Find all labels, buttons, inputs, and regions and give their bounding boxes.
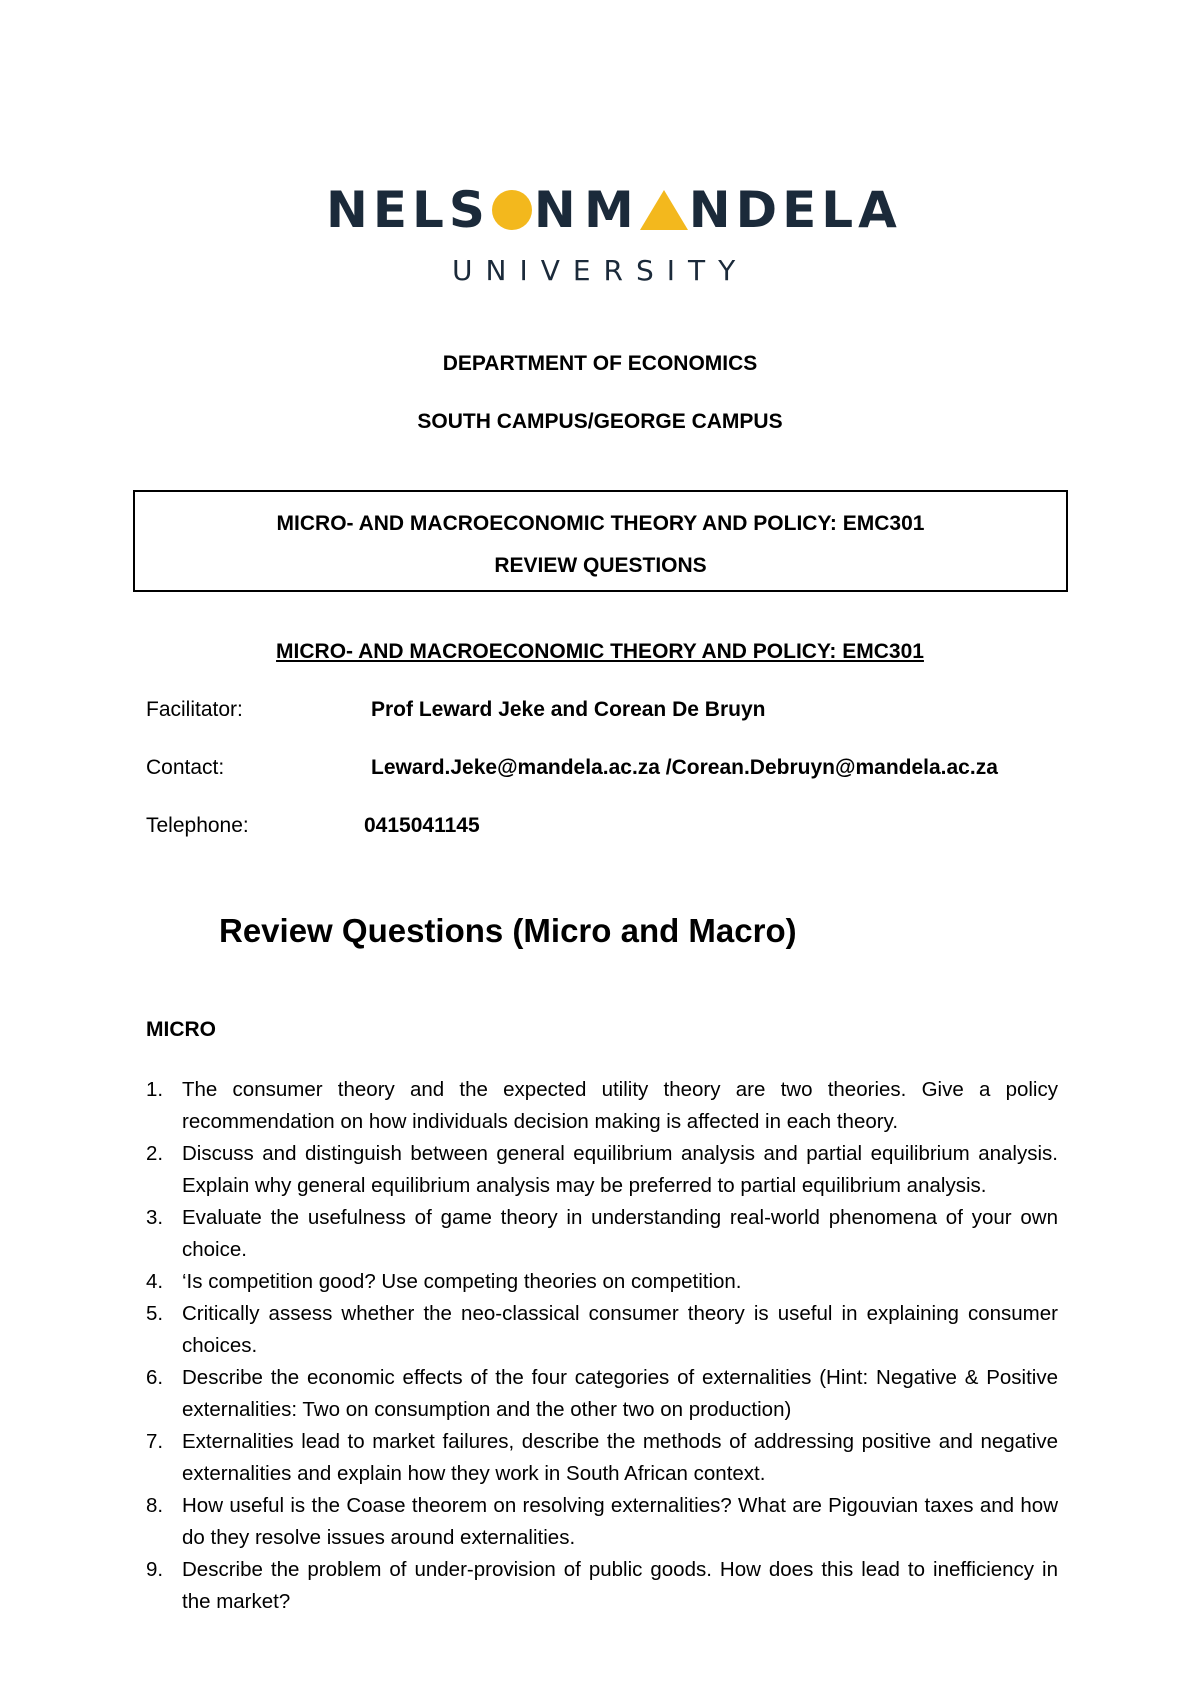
logo-subline: UNIVERSITY [452,254,749,287]
logo-text-ndela: NDELA [688,181,902,239]
question-number: 5. [146,1302,164,1325]
telephone-value: 0415041145 [364,814,480,837]
question-item [146,1074,1058,1138]
department-title: DEPARTMENT OF ECONOMICS [442,352,758,375]
telephone-label: Telephone: [146,814,249,837]
logo-word-nelson [326,180,581,240]
question-item [146,1362,1058,1426]
contact-value: Leward.Jeke@mandela.ac.za /Corean.Debruyn@mandela.ac.za [371,756,998,779]
question-number: 1. [146,1078,164,1101]
question-number: 4. [146,1270,164,1293]
question-text: Describe the problem of under-provision of public goods. How does this lead to inefficiency in the market? [182,1558,1058,1613]
question-number: 8. [146,1494,164,1517]
question-item [146,1554,1058,1618]
title-box-course: MICRO- AND MACROECONOMIC THEORY AND POLICY: EMC301 [276,512,925,535]
logo-word-mandela [584,180,902,240]
facilitator-label: Facilitator: [146,698,243,721]
university-logo [0,180,1200,300]
question-number: 9. [146,1558,164,1581]
question-number: 3. [146,1206,164,1229]
question-item [146,1202,1058,1266]
question-item [146,1138,1058,1202]
question-text: Discuss and distinguish between general equilibrium analysis and partial equilibrium analysis. Explain why general equilibrium analysis may be preferred to partial equilibrium analysis. [182,1142,1058,1197]
sun-icon [492,190,532,230]
question-item [146,1298,1058,1362]
logo-text-m: M [584,181,639,239]
page-heading: Review Questions (Micro and Macro) [219,912,797,949]
facilitator-value: Prof Leward Jeke and Corean De Bruyn [371,698,766,721]
title-box-subtitle: REVIEW QUESTIONS [494,554,707,577]
question-number: 6. [146,1366,164,1389]
contact-label: Contact: [146,756,225,779]
course-title: MICRO- AND MACROECONOMIC THEORY AND POLICY: EMC301 [276,640,924,663]
logo-text-n: N [533,181,581,239]
question-item [146,1490,1058,1554]
title-box [133,490,1068,592]
campus-title: SOUTH CAMPUS/GEORGE CAMPUS [417,410,783,433]
triangle-icon [640,190,688,230]
logo-text-nels: NELS [326,181,490,239]
question-text: Describe the economic effects of the four categories of externalities (Hint: Negative & Positive externalities: Two on consumption and the other two on production) [182,1366,1058,1421]
question-item [146,1266,1058,1298]
question-text: Externalities lead to market failures, describe the methods of addressing positive and negative externalities and explain how they work in South African context. [182,1430,1058,1485]
section-title-micro: MICRO [146,1018,216,1041]
question-number: 7. [146,1430,164,1453]
question-number: 2. [146,1142,164,1165]
question-text: ‘Is competition good? Use competing theories on competition. [182,1270,742,1293]
question-text: Critically assess whether the neo-classical consumer theory is useful in explaining consumer choices. [182,1302,1058,1357]
question-text: How useful is the Coase theorem on resolving externalities? What are Pigouvian taxes and how do they resolve issues around externalities. [182,1494,1058,1549]
question-text: The consumer theory and the expected utility theory are two theories. Give a policy recommendation on how individuals decision making is affected in each theory. [182,1078,1058,1133]
question-text: Evaluate the usefulness of game theory in understanding real-world phenomena of your own choice. [182,1206,1058,1261]
question-list [146,1074,1058,1618]
question-item [146,1426,1058,1490]
